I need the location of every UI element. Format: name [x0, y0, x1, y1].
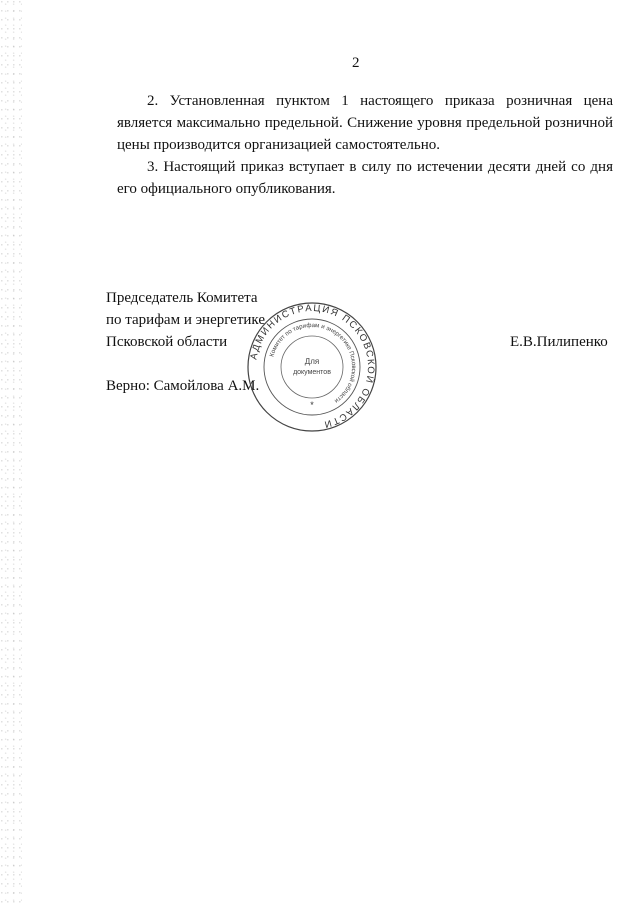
paragraph-2: 2. Установленная пунктом 1 настоящего приказа розничная цена является максимально предельной. Снижение уровня предельной розничной цены производится организацией самостоятельно. — [117, 93, 613, 153]
page-number: 2 — [352, 55, 360, 71]
paragraph-3: 3. Настоящий приказ вступает в силу по истечении десяти дней со дня его официального опубликования. — [117, 159, 613, 197]
stamp-center-line-1: Для — [304, 357, 320, 366]
signatory-name: Е.В.Пилипенко — [510, 334, 608, 350]
signatory-title-line-2: по тарифам и энергетике — [106, 312, 265, 328]
stamp-outer-text: АДМИНИСТРАЦИЯ ПСКОВСКОЙ ОБЛАСТИ — [248, 302, 377, 430]
verified-by: Верно: Самойлова А.М. — [106, 378, 260, 394]
stamp-star: * — [310, 400, 314, 410]
scan-edge-artifact — [0, 0, 22, 905]
official-stamp — [246, 301, 378, 433]
signatory-title-line-1: Председатель Комитета — [106, 290, 258, 306]
stamp-center-line-2: документов — [293, 369, 331, 376]
stamp-inner-text: Комитет по тарифам и энергетике Псковской области — [268, 321, 358, 405]
signatory-title-line-3: Псковской области — [106, 334, 228, 350]
svg-text:АДМИНИСТРАЦИЯ ПСКОВСКОЙ ОБЛАСТ — [248, 303, 376, 430]
